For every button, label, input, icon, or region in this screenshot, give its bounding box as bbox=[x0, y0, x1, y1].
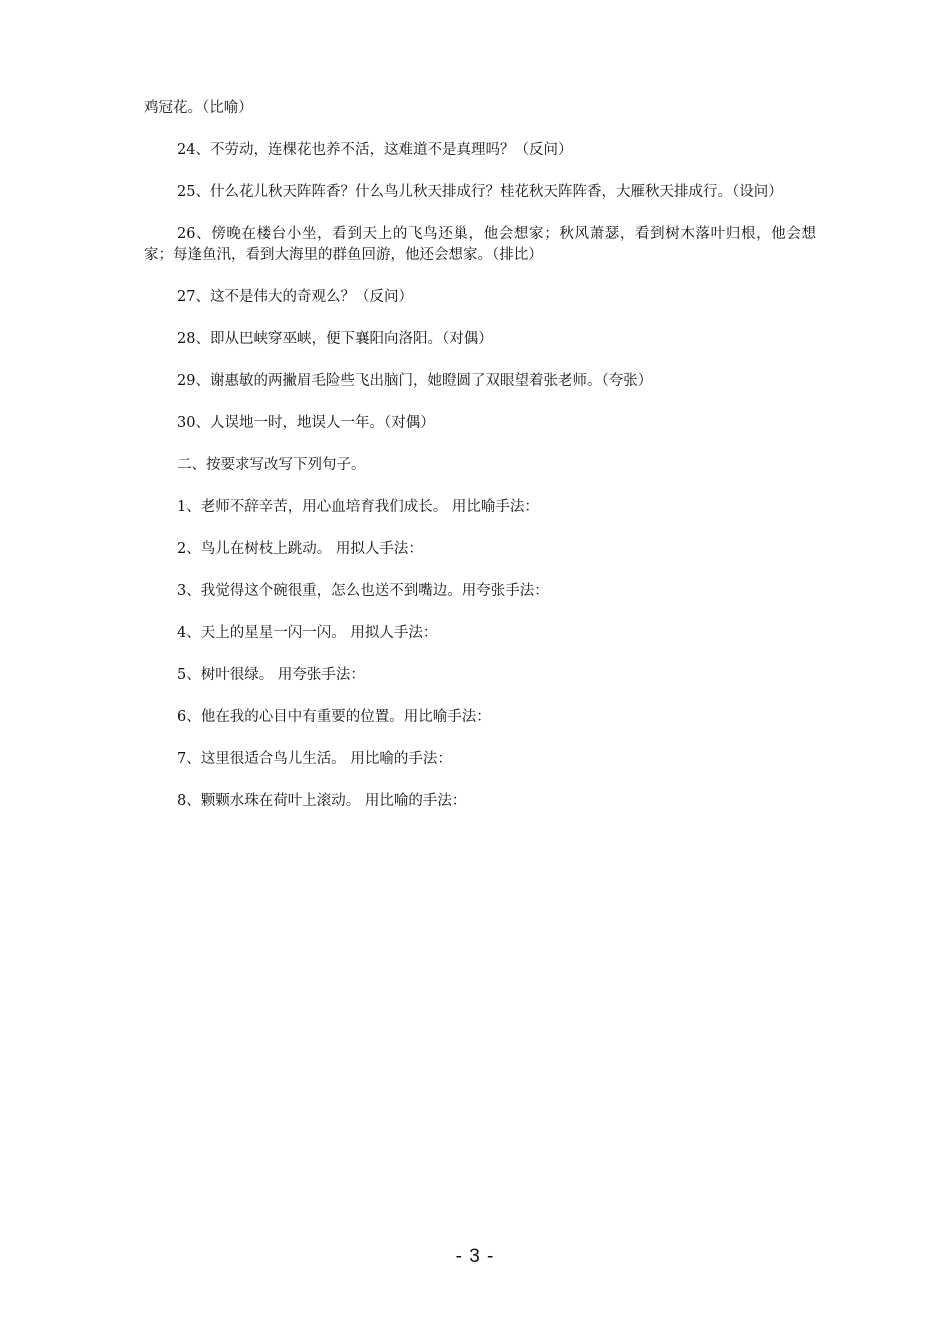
paragraph-item-29: 29、谢惠敏的两撇眉毛险些飞出脑门，她瞪圆了双眼望着张老师。（夸张） bbox=[177, 373, 653, 389]
page-number: - 3 - bbox=[455, 1246, 495, 1267]
paragraph-item-28: 28、即从巴峡穿巫峡，便下襄阳向洛阳。（对偶） bbox=[177, 331, 493, 347]
paragraph-item-30: 30、人误地一时，地误人一年。（对偶） bbox=[177, 415, 435, 431]
exercise-item-4: 4、天上的星星一闪一闪。 用拟人手法： bbox=[177, 625, 438, 641]
paragraph-continuation: 鸡冠花。（比喻） bbox=[144, 100, 253, 116]
paragraph-item-26: 26、傍晚在楼台小坐，看到天上的飞鸟还巢，他会想家；秋风萧瑟，看到树木落叶归根，他会想家；每逢鱼汛，看到大海里的群鱼回游，他还会想家。（排比） bbox=[144, 226, 816, 263]
paragraph-item-27: 27、这不是伟大的奇观么？（反问） bbox=[177, 289, 413, 305]
exercise-item-1: 1、老师不辞辛苦，用心血培育我们成长。 用比喻手法： bbox=[177, 499, 539, 515]
exercise-item-7: 7、这里很适合鸟儿生活。 用比喻的手法： bbox=[177, 751, 452, 767]
exercise-item-6: 6、他在我的心目中有重要的位置。用比喻手法： bbox=[177, 709, 491, 725]
paragraph-item-24: 24、不劳动，连棵花也养不活，这难道不是真理吗？（反问） bbox=[177, 142, 573, 158]
document-body bbox=[144, 98, 816, 833]
exercise-item-5: 5、树叶很绿。 用夸张手法： bbox=[177, 667, 365, 683]
paragraph-item-25: 25、什么花儿秋天阵阵香？什么鸟儿秋天排成行？桂花秋天阵阵香，大雁秋天排成行。（设问） bbox=[177, 184, 783, 200]
section-heading: 二、按要求写改写下列句子。 bbox=[177, 457, 366, 473]
exercise-item-3: 3、我觉得这个碗很重，怎么也送不到嘴边。用夸张手法： bbox=[177, 583, 549, 599]
exercise-item-8: 8、颗颗水珠在荷叶上滚动。 用比喻的手法： bbox=[177, 793, 467, 809]
exercise-item-2: 2、鸟儿在树枝上跳动。 用拟人手法： bbox=[177, 541, 423, 557]
